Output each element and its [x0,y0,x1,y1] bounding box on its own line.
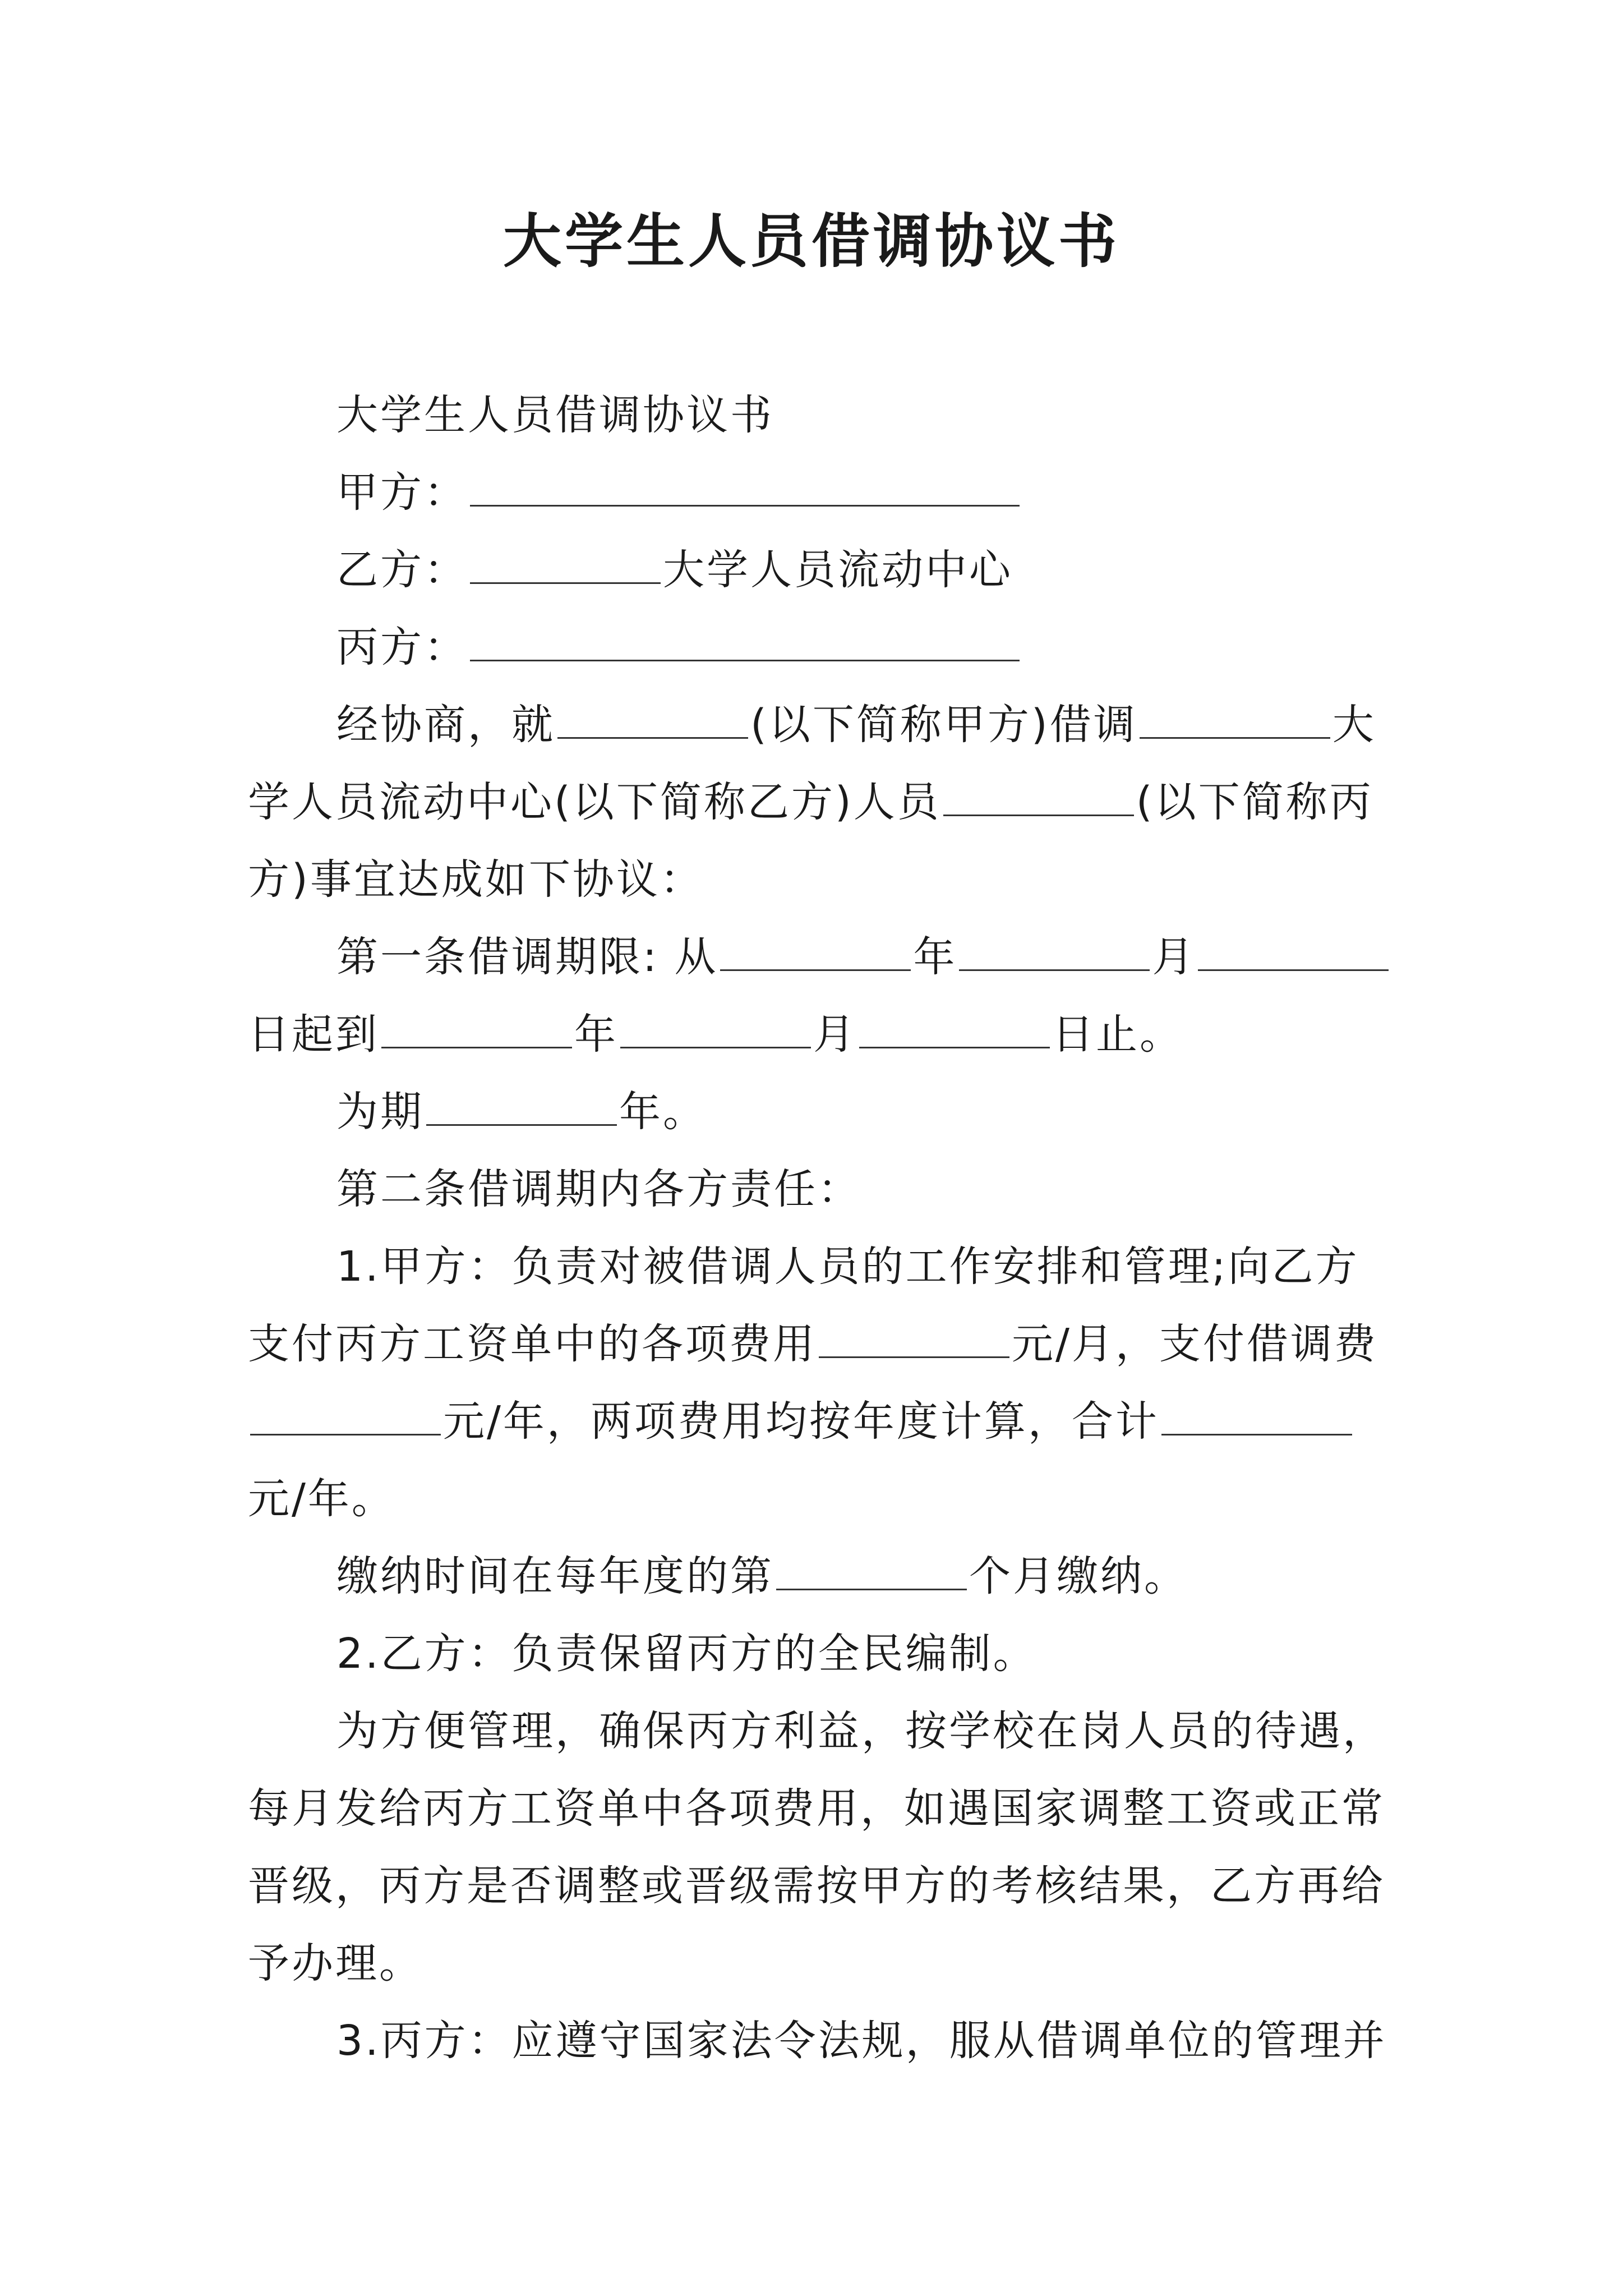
document-title: 大学生人员借调协议书 [502,206,1120,275]
p1-text-c: 大 [1332,701,1376,749]
art2-a-text-c: 元/年，两项费用均按年度计算，合计 [443,1397,1159,1446]
art2-c-line4: 予办理。 [248,1939,423,1987]
party-a-blank [470,460,1020,507]
blank [819,1312,1009,1358]
p1-line3: 方)事宜达成如下协议： [248,855,704,904]
blank [557,692,748,739]
blank [250,1389,441,1435]
art2-a-text-b: 元/月，支付借调费 [1012,1320,1378,1368]
art2-pay-line [336,1543,1188,1610]
blank [859,1002,1050,1048]
p1-text-e: (以下简称丙 [1136,778,1373,826]
art1-line1 [336,923,1391,991]
party-b-label: 乙方： [336,546,468,594]
art2-a-text-a: 支付丙方工资单中的各项费用 [248,1320,817,1368]
art1-line2 [248,1001,1183,1068]
art1-text-c: 日止。 [1052,1010,1183,1059]
p1-text-a: 经协商，就 [336,701,555,749]
p1-text-b: (以下简称甲方)借调 [750,701,1137,749]
blank [1198,924,1389,971]
art2-pay-text-a: 缴纳时间在每年度的第 [336,1552,774,1600]
art2-c-line3: 晋级，丙方是否调整或晋级需按甲方的考核结果，乙方再给 [248,1862,1385,1910]
art2-pay-text-b: 个月缴纳。 [969,1552,1188,1600]
blank [1161,1389,1352,1435]
blank [381,1002,572,1048]
blank [959,924,1150,971]
art1-text-a: 第一条借调期限: 从 [336,933,718,981]
art2-a-line1: 1.甲方：负责对被借调人员的工作安排和管理;向乙方 [336,1243,1359,1291]
p1-line1 [336,691,1376,758]
party-a-line [336,459,1022,526]
party-c-label: 丙方： [336,623,468,671]
year-label: 年 [913,933,957,981]
blank [776,1544,967,1590]
art2-a-line4: 元/年。 [248,1475,395,1523]
party-a-label: 甲方： [336,468,468,517]
art1-line3 [336,1078,707,1145]
blank [1140,692,1330,739]
art2-c-line1: 为方便管理，确保丙方利益，按学校在岗人员的待遇， [336,1707,1386,1755]
month-label: 月 [1152,933,1196,981]
blank [620,1002,811,1048]
art2-a-line2 [248,1310,1378,1378]
art2-a-line3 [248,1388,1354,1455]
art2-heading: 第二条借调期内各方责任： [336,1165,861,1213]
document-subtitle: 大学生人员借调协议书 [336,391,774,439]
art1-text-b: 日起到 [248,1010,379,1059]
art1-text-e: 年。 [619,1088,707,1136]
blank [943,770,1134,816]
year-label: 年 [574,1010,618,1059]
party-b-blank [470,537,661,584]
party-b-line [336,536,1013,604]
art2-b-line1: 2.乙方：负责保留丙方的全民编制。 [336,1630,1037,1678]
party-c-line [336,614,1022,681]
p1-text-d: 学人员流动中心(以下简称乙方)人员 [248,778,941,826]
month-label: 月 [813,1010,857,1059]
p1-line2 [248,769,1373,836]
blank [720,924,911,971]
art2-d-line1: 3.丙方：应遵守国家法令法规，服从借调单位的管理并 [336,2017,1387,2065]
art2-c-line2: 每月发给丙方工资单中各项费用，如遇国家调整工资或正常 [248,1784,1385,1833]
party-b-suffix: 大学人员流动中心 [663,546,1013,594]
blank [426,1079,617,1126]
party-c-blank [470,615,1020,661]
art1-text-d: 为期 [336,1088,424,1136]
